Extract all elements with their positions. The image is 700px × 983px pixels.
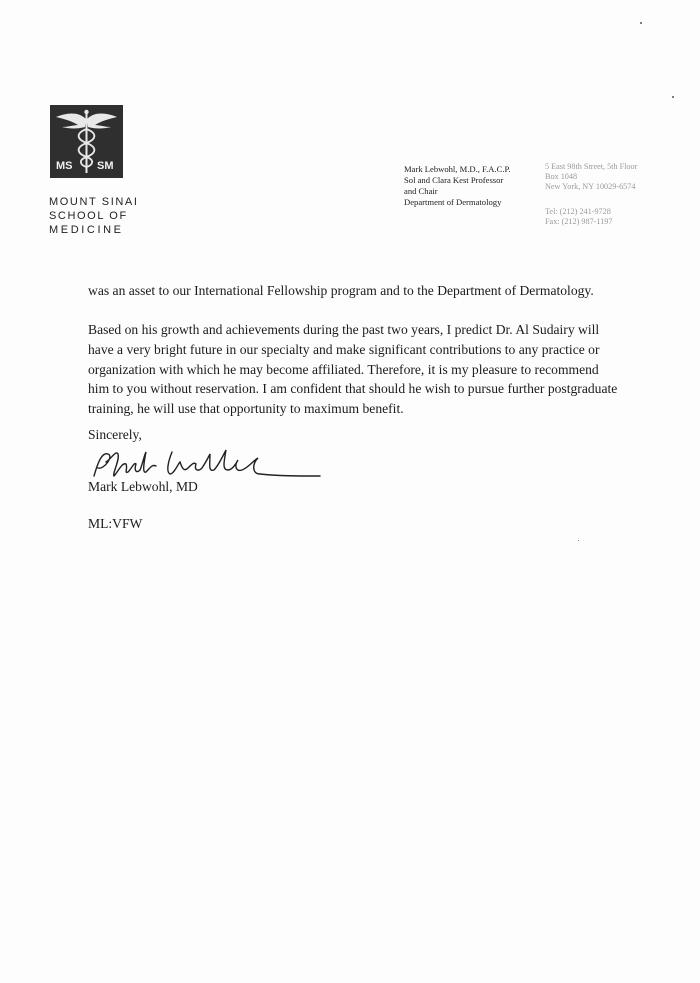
caduceus-icon: [50, 105, 123, 178]
address-line: New York, NY 10029-6574: [545, 182, 636, 191]
mssm-logo: [50, 105, 123, 178]
sender-line: Mark Lebwohl, M.D., F.A.C.P.: [404, 164, 511, 174]
paragraph-line: training, he will use that opportunity to maximum benefit.: [88, 401, 404, 417]
sender-block: [404, 164, 511, 208]
address-line: 5 East 98th Street, 5th Floor: [545, 162, 638, 171]
paragraph-line: him to you without reservation. I am confident that should he wish to pursue further postgraduate: [88, 381, 618, 397]
scan-speck: [640, 22, 642, 24]
sender-line: and Chair: [404, 186, 438, 196]
phone-block: [545, 207, 612, 227]
school-name-line: SCHOOL OF: [49, 210, 128, 222]
phone-line: Fax: (212) 987-1197: [545, 217, 613, 226]
body-paragraph: [88, 320, 617, 419]
paragraph-line: have a very bright future in our specialty and make significant contributions to any practice or: [88, 341, 600, 357]
school-name-line: MEDICINE: [49, 224, 124, 236]
svg-text:SM: SM: [97, 160, 114, 172]
address-line: Box 1048: [545, 172, 578, 181]
paragraph-line: was an asset to our International Fellowship program and to the Department of Dermatology.: [88, 283, 594, 298]
phone-line: Tel: (212) 241-9728: [545, 207, 611, 216]
signer-name: Mark Lebwohl, MD: [88, 479, 198, 494]
scan-speck: [578, 540, 579, 541]
paragraph-line: Based on his growth and achievements during the past two years, I predict Dr. Al Sudairy will: [88, 322, 600, 337]
closing-salutation: Sincerely,: [88, 427, 142, 442]
body-paragraph: [88, 281, 594, 301]
address-block: [545, 162, 637, 192]
svg-text:MS: MS: [56, 160, 73, 172]
school-name-line: MOUNT SINAI: [49, 196, 139, 208]
sender-line: Department of Dermatology: [404, 197, 502, 207]
sender-line: Sol and Clara Kest Professor: [404, 175, 504, 185]
typist-initials: ML:VFW: [88, 516, 143, 531]
scan-speck: [672, 96, 674, 98]
paragraph-line: organization with which he may become affiliated. Therefore, it is my pleasure to recommend: [88, 361, 599, 377]
